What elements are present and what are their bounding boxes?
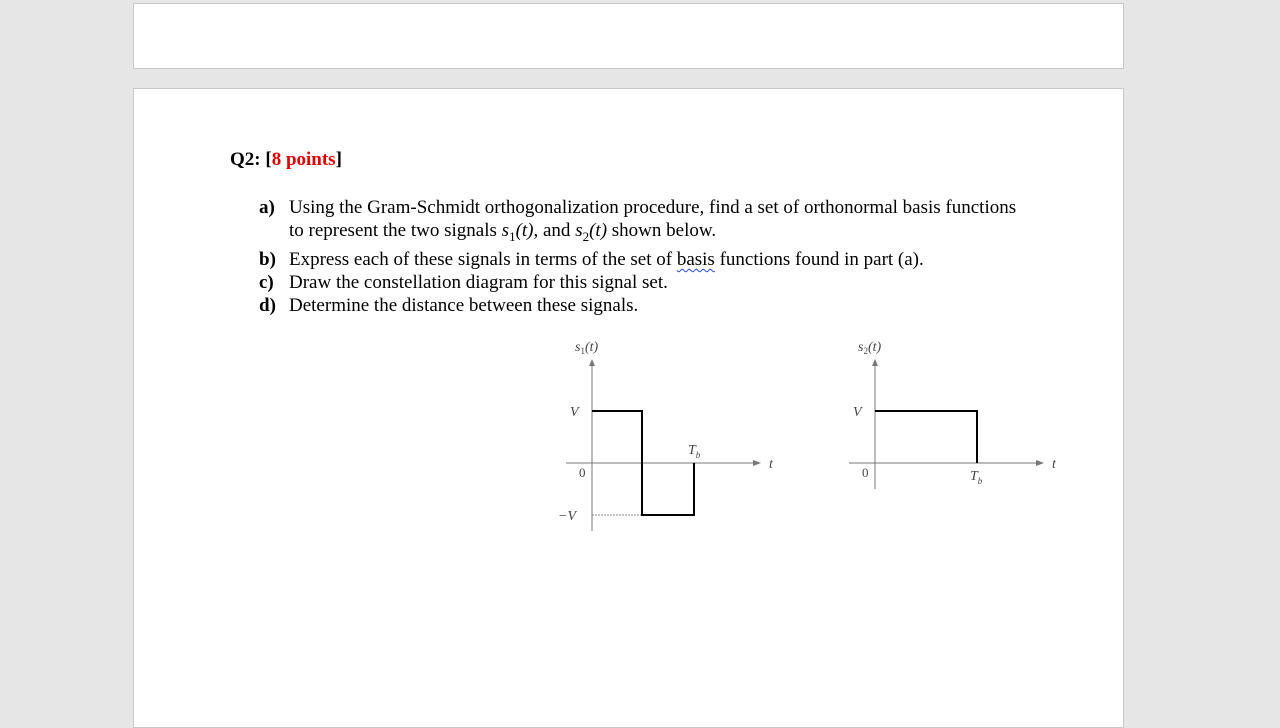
- s1-t-label: t: [769, 457, 773, 472]
- math-s1: [501, 220, 534, 244]
- question-points: 8 points: [271, 149, 336, 170]
- item-text-post: functions found in part (a).: [714, 248, 924, 270]
- math-arg: (t): [589, 220, 608, 241]
- s2-x-arrow: [1036, 460, 1044, 466]
- math-subscript: 1: [509, 228, 516, 244]
- s2-tb-label: $T_b$: [970, 469, 983, 486]
- previous-page: [133, 3, 1124, 69]
- math-subscript: 2: [582, 228, 590, 244]
- s1-v-label: V: [570, 405, 579, 420]
- math-arg: (t): [515, 220, 534, 241]
- item-text: , and: [533, 220, 576, 241]
- math-s2: [575, 220, 608, 244]
- item-text: Determine the distance between these signals.: [289, 294, 639, 316]
- item-text: Draw the constellation diagram for this signal set.: [289, 271, 668, 293]
- question-label: Q2: [: [230, 149, 272, 170]
- question-list: [259, 196, 1079, 317]
- list-item-b: [259, 248, 1079, 271]
- s1-x-arrow: [753, 460, 761, 466]
- s1-y-arrow: [589, 359, 595, 366]
- item-letter: b): [259, 248, 276, 270]
- document-page: [133, 88, 1124, 728]
- signal-s2-figure: [837, 331, 1077, 501]
- spellcheck-word[interactable]: basis: [676, 248, 715, 270]
- item-text: Using the Gram-Schmidt orthogonalization procedure, find a set of orthonormal basis functions: [289, 197, 1017, 218]
- s1-zero-label: 0: [579, 465, 586, 480]
- list-item-d: [259, 294, 1079, 317]
- list-item-a: [259, 196, 1079, 219]
- s2-waveform: [875, 411, 977, 463]
- list-item-a-continuation: [259, 219, 1079, 248]
- s2-zero-label: 0: [862, 465, 869, 480]
- list-item-c: [259, 271, 1079, 294]
- signal-s1-figure: [554, 331, 784, 536]
- s1-neg-v-label: −V: [558, 509, 576, 524]
- item-letter: c): [259, 271, 274, 293]
- s2-y-arrow: [872, 359, 878, 366]
- item-text-pre: Express each of these signals in terms of the set of: [289, 248, 677, 270]
- s2-axis-label: $s_2(t)$: [858, 340, 882, 356]
- item-text: [289, 248, 924, 271]
- math-symbol: s: [501, 220, 510, 241]
- s1-tb-label: $T_b$: [688, 443, 701, 460]
- item-letter: d): [259, 294, 276, 316]
- item-text: shown below.: [607, 220, 717, 241]
- s2-v-label: V: [853, 405, 862, 420]
- math-symbol: s: [575, 220, 583, 241]
- question-close: ]: [335, 149, 342, 170]
- question-title: [230, 149, 342, 171]
- item-text: to represent the two signals: [289, 220, 502, 241]
- s2-t-label: t: [1052, 457, 1056, 472]
- s1-axis-label: $s_1(t)$: [575, 340, 599, 356]
- item-letter: a): [259, 197, 275, 218]
